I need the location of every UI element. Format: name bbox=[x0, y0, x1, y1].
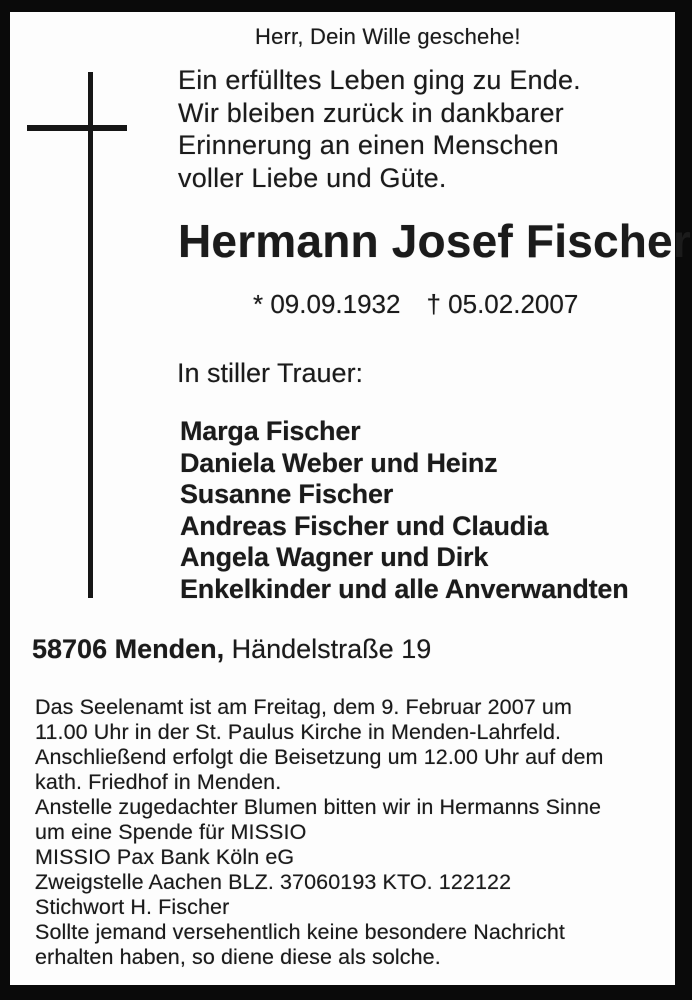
announcement-line: MISSIO Pax Bank Köln eG bbox=[35, 845, 295, 869]
obituary-notice bbox=[10, 12, 691, 985]
death-date: † 05.02.2007 bbox=[426, 289, 579, 319]
announcement-line: Anstelle zugedachter Blumen bitten wir in Hermanns Sinne bbox=[35, 795, 602, 819]
opening-line: voller Liebe und Güte. bbox=[178, 162, 447, 193]
mourners-list bbox=[180, 416, 629, 605]
announcement-line: kath. Friedhof in Menden. bbox=[35, 770, 282, 794]
cross-vertical-bar bbox=[88, 72, 93, 598]
mourning-intro: In stiller Trauer: bbox=[177, 358, 364, 388]
announcement-line: Zweigstelle Aachen BLZ. 37060193 KTO. 122122 bbox=[35, 870, 512, 894]
life-dates bbox=[253, 289, 578, 319]
opening-verse bbox=[178, 64, 581, 194]
announcement-line: Stichwort H. Fischer bbox=[35, 895, 230, 919]
mourner-name: Angela Wagner und Dirk bbox=[180, 542, 489, 572]
address-locality: 58706 Menden, bbox=[32, 634, 225, 664]
address-street: Händelstraße 19 bbox=[231, 634, 432, 664]
mourner-name: Susanne Fischer bbox=[180, 479, 394, 509]
opening-line: Erinnerung an einen Menschen bbox=[178, 130, 559, 160]
announcement-line: 11.00 Uhr in der St. Paulus Kirche in Menden-Lahrfeld. bbox=[35, 720, 562, 744]
announcement-line: erhalten haben, so diene diese als solche. bbox=[35, 945, 441, 969]
announcement-line: Das Seelenamt ist am Freitag, dem 9. Februar 2007 um bbox=[35, 695, 572, 719]
announcement-line: um eine Spende für MISSIO bbox=[35, 820, 307, 844]
announcement-line: Anschließend erfolgt die Beisetzung um 12.00 Uhr auf dem bbox=[35, 745, 604, 769]
mourner-name: Enkelkinder und alle Anverwandten bbox=[180, 573, 629, 604]
deceased-name: Hermann Josef Fischer bbox=[178, 215, 691, 267]
opening-line: Wir bleiben zurück in dankbarer bbox=[178, 97, 564, 128]
address-line bbox=[32, 633, 431, 665]
announcement-line: Sollte jemand versehentlich keine besondere Nachricht bbox=[35, 920, 565, 944]
mourner-name: Marga Fischer bbox=[180, 416, 361, 446]
birth-date: * 09.09.1932 bbox=[253, 289, 401, 319]
mourner-name: Daniela Weber und Heinz bbox=[180, 447, 498, 478]
cross-horizontal-bar bbox=[27, 125, 127, 131]
funeral-announcement bbox=[35, 695, 604, 970]
epigraph-text: Herr, Dein Wille geschehe! bbox=[255, 24, 521, 49]
mourner-name: Andreas Fischer und Claudia bbox=[180, 510, 549, 541]
opening-line: Ein erfülltes Leben ging zu Ende. bbox=[178, 65, 581, 95]
